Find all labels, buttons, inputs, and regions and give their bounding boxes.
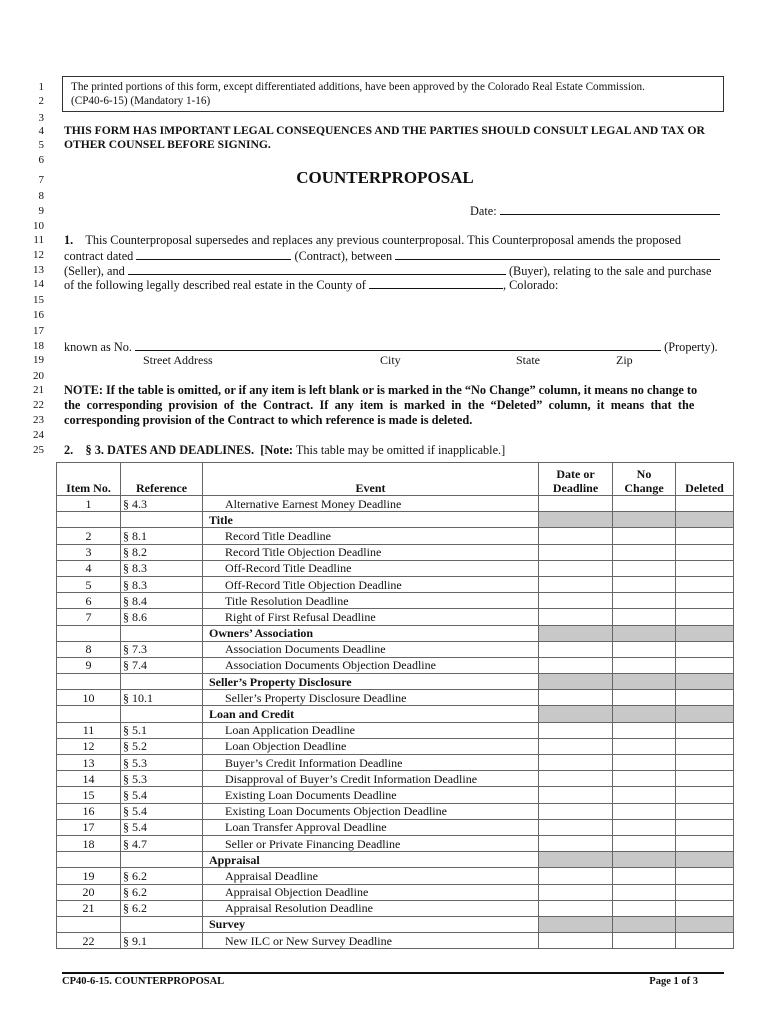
deleted-input-cell[interactable] xyxy=(676,771,734,787)
section1-line1 xyxy=(64,233,724,247)
line-number: 21 xyxy=(33,384,44,396)
no-change-input-cell[interactable] xyxy=(613,900,676,916)
col-item-no: Item No. xyxy=(57,463,121,496)
commission-notice-line2: (CP40-6-15) (Mandatory 1-16) xyxy=(71,95,211,107)
line-number: 1 xyxy=(38,81,44,93)
section-heading-cell: Loan and Credit xyxy=(203,706,539,722)
section2-note-label: [Note: xyxy=(260,443,294,457)
table-row xyxy=(57,803,734,819)
no-change-input-cell[interactable] xyxy=(613,690,676,706)
line-number: 15 xyxy=(33,294,44,306)
no-change-input-cell[interactable] xyxy=(613,933,676,949)
event-cell: Association Documents Objection Deadline xyxy=(203,657,539,673)
date-cell-shaded xyxy=(539,625,613,641)
date-deadline-input-cell[interactable] xyxy=(539,593,613,609)
table-section-row xyxy=(57,674,734,690)
colorado-label: , Colorado: xyxy=(502,278,559,292)
no-change-input-cell[interactable] xyxy=(613,787,676,803)
note-line2: the corresponding provision of the Contract. If any item is marked in the “Deleted” column, it means that the xyxy=(64,398,695,412)
event-cell: Seller’s Property Disclosure Deadline xyxy=(203,690,539,706)
deleted-input-cell[interactable] xyxy=(676,496,734,512)
no-change-cell-shaded xyxy=(613,916,676,932)
buyer-name-blank[interactable] xyxy=(128,263,506,275)
table-row xyxy=(57,641,734,657)
date-deadline-input-cell[interactable] xyxy=(539,819,613,835)
table-section-row xyxy=(57,852,734,868)
section1-text1: This Counterproposal supersedes and replaces any previous counterproposal. This Counterproposal amends the proposed xyxy=(85,233,682,247)
date-deadline-input-cell[interactable] xyxy=(539,609,613,625)
deleted-input-cell[interactable] xyxy=(676,835,734,851)
table-row xyxy=(57,722,734,738)
no-change-cell-shaded xyxy=(613,674,676,690)
event-cell: Loan Transfer Approval Deadline xyxy=(203,819,539,835)
no-change-cell-shaded xyxy=(613,706,676,722)
deleted-input-cell[interactable] xyxy=(676,803,734,819)
event-cell: Loan Objection Deadline xyxy=(203,738,539,754)
event-cell: Appraisal Objection Deadline xyxy=(203,884,539,900)
deleted-input-cell[interactable] xyxy=(676,933,734,949)
table-row xyxy=(57,544,734,560)
item-no-cell: 12 xyxy=(57,738,121,754)
note-line3: corresponding provision of the Contract to which reference is made is deleted. xyxy=(64,413,473,427)
reference-cell: § 5.4 xyxy=(121,787,203,803)
line-number: 23 xyxy=(33,414,44,426)
table-row xyxy=(57,787,734,803)
table-row xyxy=(57,609,734,625)
date-deadline-input-cell[interactable] xyxy=(539,496,613,512)
line-number: 2 xyxy=(38,95,44,107)
reference-cell: § 5.1 xyxy=(121,722,203,738)
section-heading-cell: Appraisal xyxy=(203,852,539,868)
section-heading-cell: Owners’ Association xyxy=(203,625,539,641)
commission-notice-line1: The printed portions of this form, except differentiated additions, have been approved by the Colorado Real Estate Commission. xyxy=(71,81,645,93)
deleted-input-cell[interactable] xyxy=(676,528,734,544)
item-no-cell: 22 xyxy=(57,933,121,949)
reference-cell: § 5.3 xyxy=(121,755,203,771)
county-blank[interactable] xyxy=(369,277,503,289)
deleted-input-cell[interactable] xyxy=(676,884,734,900)
item-no-cell xyxy=(57,674,121,690)
known-as-line xyxy=(64,339,718,354)
item-no-cell: 18 xyxy=(57,835,121,851)
no-change-input-cell[interactable] xyxy=(613,835,676,851)
reference-cell: § 6.2 xyxy=(121,900,203,916)
item-no-cell: 14 xyxy=(57,771,121,787)
col-deleted: Deleted xyxy=(676,463,734,496)
date-deadline-input-cell[interactable] xyxy=(539,722,613,738)
col-event: Event xyxy=(203,463,539,496)
event-cell: Seller or Private Financing Deadline xyxy=(203,835,539,851)
date-deadline-input-cell[interactable] xyxy=(539,657,613,673)
item-no-cell: 15 xyxy=(57,787,121,803)
table-body xyxy=(57,496,734,949)
event-cell: Record Title Deadline xyxy=(203,528,539,544)
table-row xyxy=(57,819,734,835)
event-cell: Appraisal Deadline xyxy=(203,868,539,884)
section2-heading xyxy=(64,443,505,457)
line-number: 16 xyxy=(33,309,44,321)
table-row xyxy=(57,755,734,771)
item-no-cell: 10 xyxy=(57,690,121,706)
no-change-input-cell[interactable] xyxy=(613,771,676,787)
address-blank[interactable] xyxy=(135,339,661,351)
section1-line4 xyxy=(64,277,558,292)
reference-cell: § 5.4 xyxy=(121,803,203,819)
reference-cell xyxy=(121,852,203,868)
col-reference: Reference xyxy=(121,463,203,496)
event-cell: Loan Application Deadline xyxy=(203,722,539,738)
line-number: 10 xyxy=(33,220,44,232)
deleted-input-cell[interactable] xyxy=(676,819,734,835)
state-caption: State xyxy=(516,353,540,367)
col-no-change: No Change xyxy=(613,463,676,496)
reference-cell: § 5.3 xyxy=(121,771,203,787)
line-number: 9 xyxy=(38,205,44,217)
section1-number: 1. xyxy=(64,233,74,247)
date-blank[interactable] xyxy=(500,203,720,215)
reference-cell xyxy=(121,512,203,528)
line-number: 12 xyxy=(33,249,44,261)
no-change-cell-shaded xyxy=(613,512,676,528)
deleted-cell-shaded xyxy=(676,625,734,641)
deleted-input-cell[interactable] xyxy=(676,544,734,560)
table-row xyxy=(57,690,734,706)
no-change-input-cell[interactable] xyxy=(613,496,676,512)
reference-cell: § 9.1 xyxy=(121,933,203,949)
item-no-cell: 11 xyxy=(57,722,121,738)
section1-line3 xyxy=(64,263,711,278)
event-cell: New ILC or New Survey Deadline xyxy=(203,933,539,949)
item-no-cell: 7 xyxy=(57,609,121,625)
reference-cell: § 8.1 xyxy=(121,528,203,544)
item-no-cell: 3 xyxy=(57,544,121,560)
event-cell: Title Resolution Deadline xyxy=(203,593,539,609)
line-number: 24 xyxy=(33,429,44,441)
deleted-input-cell[interactable] xyxy=(676,576,734,592)
deleted-input-cell[interactable] xyxy=(676,560,734,576)
deleted-input-cell[interactable] xyxy=(676,722,734,738)
date-cell-shaded xyxy=(539,674,613,690)
dates-deadlines-table xyxy=(56,462,734,949)
no-change-input-cell[interactable] xyxy=(613,609,676,625)
line-number: 7 xyxy=(38,174,44,186)
section2-note-text: This table may be omitted if inapplicable.] xyxy=(295,443,506,457)
reference-cell: § 8.4 xyxy=(121,593,203,609)
table-section-row xyxy=(57,512,734,528)
deleted-cell-shaded xyxy=(676,674,734,690)
property-label: (Property). xyxy=(664,340,718,354)
county-label: of the following legally described real estate in the County of xyxy=(64,278,366,292)
item-no-cell xyxy=(57,706,121,722)
no-change-input-cell[interactable] xyxy=(613,755,676,771)
date-deadline-input-cell[interactable] xyxy=(539,933,613,949)
contract-date-blank[interactable] xyxy=(136,248,291,260)
no-change-input-cell[interactable] xyxy=(613,544,676,560)
date-deadline-input-cell[interactable] xyxy=(539,576,613,592)
table-row xyxy=(57,657,734,673)
section2-number: 2. xyxy=(64,443,74,457)
no-change-cell-shaded xyxy=(613,852,676,868)
item-no-cell: 6 xyxy=(57,593,121,609)
table-row xyxy=(57,868,734,884)
line-number: 3 xyxy=(38,112,44,124)
line-number: 8 xyxy=(38,190,44,202)
line-number: 4 xyxy=(38,125,44,137)
item-no-cell: 5 xyxy=(57,576,121,592)
deleted-cell-shaded xyxy=(676,512,734,528)
event-cell: Record Title Objection Deadline xyxy=(203,544,539,560)
date-label: Date: xyxy=(470,204,497,218)
deleted-input-cell[interactable] xyxy=(676,657,734,673)
no-change-input-cell[interactable] xyxy=(613,884,676,900)
reference-cell: § 8.6 xyxy=(121,609,203,625)
deleted-cell-shaded xyxy=(676,916,734,932)
no-change-input-cell[interactable] xyxy=(613,560,676,576)
table-section-row xyxy=(57,916,734,932)
deleted-cell-shaded xyxy=(676,852,734,868)
street-address-caption: Street Address xyxy=(143,353,213,367)
reference-cell xyxy=(121,625,203,641)
reference-cell: § 7.4 xyxy=(121,657,203,673)
date-deadline-input-cell[interactable] xyxy=(539,900,613,916)
deleted-input-cell[interactable] xyxy=(676,690,734,706)
reference-cell xyxy=(121,916,203,932)
event-cell: Existing Loan Documents Deadline xyxy=(203,787,539,803)
reference-cell: § 4.3 xyxy=(121,496,203,512)
item-no-cell: 2 xyxy=(57,528,121,544)
table-row xyxy=(57,900,734,916)
legal-warning-line1: THIS FORM HAS IMPORTANT LEGAL CONSEQUENCES AND THE PARTIES SHOULD CONSULT LEGAL AND TAX OR xyxy=(64,124,705,137)
reference-cell: § 6.2 xyxy=(121,868,203,884)
item-no-cell: 4 xyxy=(57,560,121,576)
table-row xyxy=(57,771,734,787)
date-deadline-input-cell[interactable] xyxy=(539,690,613,706)
event-cell: Association Documents Deadline xyxy=(203,641,539,657)
deleted-cell-shaded xyxy=(676,706,734,722)
item-no-cell xyxy=(57,625,121,641)
table-row xyxy=(57,576,734,592)
known-as-label: known as No. xyxy=(64,340,132,354)
reference-cell: § 8.3 xyxy=(121,560,203,576)
table-row xyxy=(57,593,734,609)
no-change-cell-shaded xyxy=(613,625,676,641)
item-no-cell: 9 xyxy=(57,657,121,673)
date-cell-shaded xyxy=(539,852,613,868)
col-date-deadline: Date or Deadline xyxy=(539,463,613,496)
line-number: 13 xyxy=(33,264,44,276)
table-section-row xyxy=(57,706,734,722)
table-row xyxy=(57,560,734,576)
table-row xyxy=(57,835,734,851)
date-deadline-input-cell[interactable] xyxy=(539,884,613,900)
reference-cell xyxy=(121,674,203,690)
reference-cell xyxy=(121,706,203,722)
event-cell: Disapproval of Buyer’s Credit Information Deadline xyxy=(203,771,539,787)
date-deadline-input-cell[interactable] xyxy=(539,803,613,819)
item-no-cell xyxy=(57,512,121,528)
deleted-input-cell[interactable] xyxy=(676,900,734,916)
date-deadline-input-cell[interactable] xyxy=(539,755,613,771)
table-header-row xyxy=(57,463,734,496)
legal-warning-line2: OTHER COUNSEL BEFORE SIGNING. xyxy=(64,138,271,151)
reference-cell: § 4.7 xyxy=(121,835,203,851)
line-number: 14 xyxy=(33,278,44,290)
date-deadline-input-cell[interactable] xyxy=(539,787,613,803)
form-title: COUNTERPROPOSAL xyxy=(296,168,474,187)
item-no-cell xyxy=(57,852,121,868)
footer-form-id: CP40-6-15. COUNTERPROPOSAL xyxy=(62,976,225,987)
table-row xyxy=(57,884,734,900)
item-no-cell: 8 xyxy=(57,641,121,657)
event-cell: Alternative Earnest Money Deadline xyxy=(203,496,539,512)
table-row xyxy=(57,933,734,949)
reference-cell: § 8.2 xyxy=(121,544,203,560)
line-number: 11 xyxy=(33,234,44,246)
table-row xyxy=(57,496,734,512)
event-cell: Existing Loan Documents Objection Deadline xyxy=(203,803,539,819)
note-line1: NOTE: If the table is omitted, or if any item is left blank or is marked in the “No Change” column, it means no change to xyxy=(64,383,698,397)
event-cell: Off-Record Title Objection Deadline xyxy=(203,576,539,592)
date-cell-shaded xyxy=(539,512,613,528)
date-deadline-input-cell[interactable] xyxy=(539,738,613,754)
commission-notice-box xyxy=(62,76,724,112)
item-no-cell: 20 xyxy=(57,884,121,900)
line-number: 20 xyxy=(33,370,44,382)
no-change-input-cell[interactable] xyxy=(613,593,676,609)
date-deadline-input-cell[interactable] xyxy=(539,544,613,560)
no-change-input-cell[interactable] xyxy=(613,722,676,738)
item-no-cell: 1 xyxy=(57,496,121,512)
buyer-label: (Buyer), relating to the sale and purchase xyxy=(508,264,712,278)
no-change-input-cell[interactable] xyxy=(613,738,676,754)
date-cell-shaded xyxy=(539,706,613,722)
no-change-input-cell[interactable] xyxy=(613,657,676,673)
event-cell: Appraisal Resolution Deadline xyxy=(203,900,539,916)
event-cell: Right of First Refusal Deadline xyxy=(203,609,539,625)
line-number: 6 xyxy=(38,154,44,166)
line-number: 17 xyxy=(33,325,44,337)
date-deadline-input-cell[interactable] xyxy=(539,835,613,851)
section2-title: § 3. DATES AND DEADLINES. xyxy=(85,443,255,457)
deleted-input-cell[interactable] xyxy=(676,755,734,771)
reference-cell: § 7.3 xyxy=(121,641,203,657)
reference-cell: § 8.3 xyxy=(121,576,203,592)
line-number: 22 xyxy=(33,399,44,411)
deleted-input-cell[interactable] xyxy=(676,593,734,609)
table-row xyxy=(57,738,734,754)
reference-cell: § 10.1 xyxy=(121,690,203,706)
date-deadline-input-cell[interactable] xyxy=(539,641,613,657)
contract-dated-label: contract dated xyxy=(64,249,134,263)
footer-rule xyxy=(62,972,724,974)
section-heading-cell: Seller’s Property Disclosure xyxy=(203,674,539,690)
line-number: 18 xyxy=(33,340,44,352)
city-caption: City xyxy=(380,353,401,367)
reference-cell: § 5.4 xyxy=(121,819,203,835)
event-cell: Buyer’s Credit Information Deadline xyxy=(203,755,539,771)
seller-name-blank[interactable] xyxy=(395,248,720,260)
item-no-cell: 13 xyxy=(57,755,121,771)
table-row xyxy=(57,528,734,544)
item-no-cell xyxy=(57,916,121,932)
line-number: 25 xyxy=(33,444,44,456)
date-deadline-input-cell[interactable] xyxy=(539,868,613,884)
deleted-input-cell[interactable] xyxy=(676,641,734,657)
deleted-input-cell[interactable] xyxy=(676,868,734,884)
deleted-input-cell[interactable] xyxy=(676,609,734,625)
no-change-input-cell[interactable] xyxy=(613,576,676,592)
deleted-input-cell[interactable] xyxy=(676,787,734,803)
reference-cell: § 6.2 xyxy=(121,884,203,900)
date-deadline-input-cell[interactable] xyxy=(539,528,613,544)
contract-between-label: (Contract), between xyxy=(294,249,393,263)
table-section-row xyxy=(57,625,734,641)
item-no-cell: 16 xyxy=(57,803,121,819)
line-number: 5 xyxy=(38,139,44,151)
item-no-cell: 21 xyxy=(57,900,121,916)
item-no-cell: 17 xyxy=(57,819,121,835)
deleted-input-cell[interactable] xyxy=(676,738,734,754)
footer-page-number: Page 1 of 3 xyxy=(649,976,698,987)
line-number: 19 xyxy=(33,354,44,366)
no-change-input-cell[interactable] xyxy=(613,868,676,884)
no-change-input-cell[interactable] xyxy=(613,641,676,657)
section-heading-cell: Title xyxy=(203,512,539,528)
event-cell: Off-Record Title Deadline xyxy=(203,560,539,576)
date-cell-shaded xyxy=(539,916,613,932)
section-heading-cell: Survey xyxy=(203,916,539,932)
reference-cell: § 5.2 xyxy=(121,738,203,754)
date-field[interactable] xyxy=(470,203,720,218)
no-change-input-cell[interactable] xyxy=(613,819,676,835)
zip-caption: Zip xyxy=(616,353,633,367)
seller-label: (Seller), and xyxy=(64,264,125,278)
date-deadline-input-cell[interactable] xyxy=(539,560,613,576)
date-deadline-input-cell[interactable] xyxy=(539,771,613,787)
no-change-input-cell[interactable] xyxy=(613,528,676,544)
item-no-cell: 19 xyxy=(57,868,121,884)
no-change-input-cell[interactable] xyxy=(613,803,676,819)
section1-line2 xyxy=(64,248,720,263)
